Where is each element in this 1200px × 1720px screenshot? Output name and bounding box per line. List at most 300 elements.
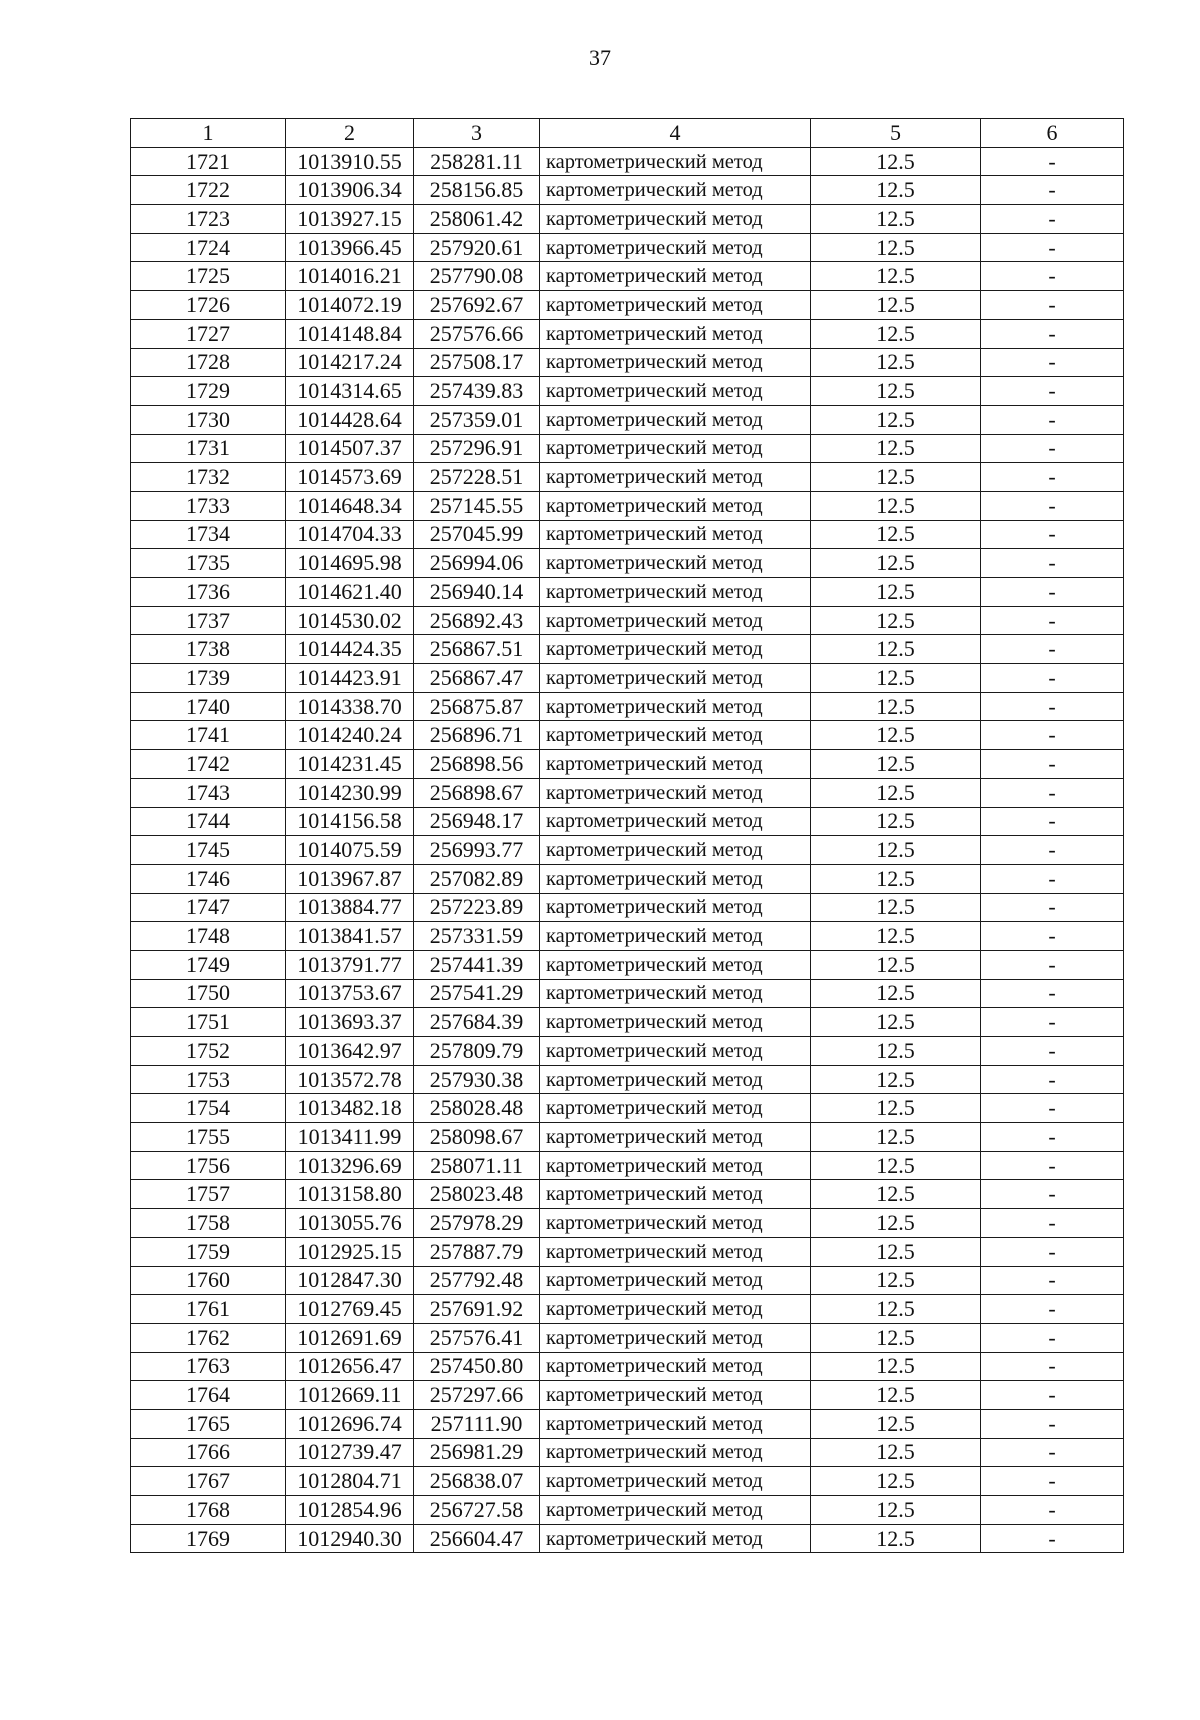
y-coordinate-cell: 256867.47 <box>414 664 540 693</box>
precision-cell: 12.5 <box>811 1467 981 1496</box>
note-cell: - <box>981 1467 1124 1496</box>
point-number-cell: 1742 <box>131 750 286 779</box>
column-header-1: 1 <box>131 119 286 148</box>
header-row <box>131 119 1124 148</box>
note-cell: - <box>981 434 1124 463</box>
x-coordinate-cell: 1014621.40 <box>286 578 414 607</box>
precision-cell: 12.5 <box>811 1352 981 1381</box>
method-cell: картометрический метод <box>540 1008 811 1037</box>
x-coordinate-cell: 1014156.58 <box>286 807 414 836</box>
point-number-cell: 1726 <box>131 291 286 320</box>
table-row <box>131 750 1124 779</box>
precision-cell: 12.5 <box>811 291 981 320</box>
point-number-cell: 1769 <box>131 1524 286 1553</box>
precision-cell: 12.5 <box>811 778 981 807</box>
note-cell: - <box>981 176 1124 205</box>
table-row <box>131 1381 1124 1410</box>
precision-cell: 12.5 <box>811 1094 981 1123</box>
point-number-cell: 1739 <box>131 664 286 693</box>
x-coordinate-cell: 1013966.45 <box>286 233 414 262</box>
y-coordinate-cell: 256898.67 <box>414 778 540 807</box>
page-number: 37 <box>589 45 611 70</box>
method-cell: картометрический метод <box>540 1065 811 1094</box>
precision-cell: 12.5 <box>811 377 981 406</box>
point-number-cell: 1751 <box>131 1008 286 1037</box>
y-coordinate-cell: 257359.01 <box>414 405 540 434</box>
point-number-cell: 1728 <box>131 348 286 377</box>
method-cell: картометрический метод <box>540 692 811 721</box>
x-coordinate-cell: 1013572.78 <box>286 1065 414 1094</box>
note-cell: - <box>981 807 1124 836</box>
table-row <box>131 1524 1124 1553</box>
note-cell: - <box>981 1151 1124 1180</box>
table-row <box>131 1467 1124 1496</box>
y-coordinate-cell: 257887.79 <box>414 1237 540 1266</box>
x-coordinate-cell: 1014217.24 <box>286 348 414 377</box>
note-cell: - <box>981 606 1124 635</box>
method-cell: картометрический метод <box>540 750 811 779</box>
method-cell: картометрический метод <box>540 1037 811 1066</box>
x-coordinate-cell: 1014423.91 <box>286 664 414 693</box>
x-coordinate-cell: 1012854.96 <box>286 1496 414 1525</box>
y-coordinate-cell: 258061.42 <box>414 205 540 234</box>
method-cell: картометрический метод <box>540 721 811 750</box>
note-cell: - <box>981 1409 1124 1438</box>
table-row <box>131 491 1124 520</box>
x-coordinate-cell: 1013927.15 <box>286 205 414 234</box>
method-cell: картометрический метод <box>540 463 811 492</box>
table-row <box>131 262 1124 291</box>
method-cell: картометрический метод <box>540 233 811 262</box>
table-row <box>131 319 1124 348</box>
point-number-cell: 1768 <box>131 1496 286 1525</box>
method-cell: картометрический метод <box>540 635 811 664</box>
x-coordinate-cell: 1014573.69 <box>286 463 414 492</box>
y-coordinate-cell: 257439.83 <box>414 377 540 406</box>
table-row <box>131 692 1124 721</box>
method-cell: картометрический метод <box>540 1209 811 1238</box>
precision-cell: 12.5 <box>811 721 981 750</box>
precision-cell: 12.5 <box>811 1008 981 1037</box>
table-row <box>131 291 1124 320</box>
y-coordinate-cell: 258028.48 <box>414 1094 540 1123</box>
point-number-cell: 1757 <box>131 1180 286 1209</box>
method-cell: картометрический метод <box>540 205 811 234</box>
note-cell: - <box>981 1295 1124 1324</box>
y-coordinate-cell: 257809.79 <box>414 1037 540 1066</box>
note-cell: - <box>981 520 1124 549</box>
y-coordinate-cell: 257790.08 <box>414 262 540 291</box>
method-cell: картометрический метод <box>540 1467 811 1496</box>
method-cell: картометрический метод <box>540 147 811 176</box>
method-cell: картометрический метод <box>540 836 811 865</box>
y-coordinate-cell: 257450.80 <box>414 1352 540 1381</box>
note-cell: - <box>981 291 1124 320</box>
note-cell: - <box>981 578 1124 607</box>
table-row <box>131 1323 1124 1352</box>
point-number-cell: 1736 <box>131 578 286 607</box>
method-cell: картометрический метод <box>540 807 811 836</box>
y-coordinate-cell: 257541.29 <box>414 979 540 1008</box>
precision-cell: 12.5 <box>811 1123 981 1152</box>
note-cell: - <box>981 1496 1124 1525</box>
point-number-cell: 1743 <box>131 778 286 807</box>
note-cell: - <box>981 1180 1124 1209</box>
method-cell: картометрический метод <box>540 348 811 377</box>
x-coordinate-cell: 1014072.19 <box>286 291 414 320</box>
precision-cell: 12.5 <box>811 205 981 234</box>
note-cell: - <box>981 1065 1124 1094</box>
table-row <box>131 1352 1124 1381</box>
note-cell: - <box>981 147 1124 176</box>
method-cell: картометрический метод <box>540 664 811 693</box>
point-number-cell: 1753 <box>131 1065 286 1094</box>
note-cell: - <box>981 463 1124 492</box>
method-cell: картометрический метод <box>540 1237 811 1266</box>
y-coordinate-cell: 257331.59 <box>414 922 540 951</box>
y-coordinate-cell: 257082.89 <box>414 864 540 893</box>
table-row <box>131 864 1124 893</box>
y-coordinate-cell: 257978.29 <box>414 1209 540 1238</box>
point-number-cell: 1730 <box>131 405 286 434</box>
y-coordinate-cell: 258071.11 <box>414 1151 540 1180</box>
x-coordinate-cell: 1013906.34 <box>286 176 414 205</box>
x-coordinate-cell: 1013884.77 <box>286 893 414 922</box>
note-cell: - <box>981 922 1124 951</box>
y-coordinate-cell: 257920.61 <box>414 233 540 262</box>
method-cell: картометрический метод <box>540 893 811 922</box>
y-coordinate-cell: 257045.99 <box>414 520 540 549</box>
x-coordinate-cell: 1013693.37 <box>286 1008 414 1037</box>
method-cell: картометрический метод <box>540 1323 811 1352</box>
point-number-cell: 1723 <box>131 205 286 234</box>
table-row <box>131 1180 1124 1209</box>
y-coordinate-cell: 256896.71 <box>414 721 540 750</box>
note-cell: - <box>981 750 1124 779</box>
note-cell: - <box>981 405 1124 434</box>
x-coordinate-cell: 1013158.80 <box>286 1180 414 1209</box>
method-cell: картометрический метод <box>540 1295 811 1324</box>
point-number-cell: 1762 <box>131 1323 286 1352</box>
precision-cell: 12.5 <box>811 893 981 922</box>
y-coordinate-cell: 256948.17 <box>414 807 540 836</box>
note-cell: - <box>981 721 1124 750</box>
x-coordinate-cell: 1014648.34 <box>286 491 414 520</box>
precision-cell: 12.5 <box>811 836 981 865</box>
precision-cell: 12.5 <box>811 750 981 779</box>
note-cell: - <box>981 1352 1124 1381</box>
y-coordinate-cell: 257111.90 <box>414 1409 540 1438</box>
y-coordinate-cell: 256993.77 <box>414 836 540 865</box>
table-row <box>131 606 1124 635</box>
precision-cell: 12.5 <box>811 262 981 291</box>
x-coordinate-cell: 1014314.65 <box>286 377 414 406</box>
point-number-cell: 1766 <box>131 1438 286 1467</box>
point-number-cell: 1725 <box>131 262 286 291</box>
note-cell: - <box>981 348 1124 377</box>
note-cell: - <box>981 1037 1124 1066</box>
note-cell: - <box>981 1266 1124 1295</box>
point-number-cell: 1747 <box>131 893 286 922</box>
point-number-cell: 1746 <box>131 864 286 893</box>
point-number-cell: 1760 <box>131 1266 286 1295</box>
table-row <box>131 348 1124 377</box>
note-cell: - <box>981 664 1124 693</box>
point-number-cell: 1752 <box>131 1037 286 1066</box>
table-row <box>131 1123 1124 1152</box>
method-cell: картометрический метод <box>540 434 811 463</box>
y-coordinate-cell: 257684.39 <box>414 1008 540 1037</box>
precision-cell: 12.5 <box>811 864 981 893</box>
x-coordinate-cell: 1012847.30 <box>286 1266 414 1295</box>
method-cell: картометрический метод <box>540 606 811 635</box>
point-number-cell: 1727 <box>131 319 286 348</box>
x-coordinate-cell: 1014231.45 <box>286 750 414 779</box>
table-row <box>131 1094 1124 1123</box>
point-number-cell: 1765 <box>131 1409 286 1438</box>
x-coordinate-cell: 1014424.35 <box>286 635 414 664</box>
precision-cell: 12.5 <box>811 319 981 348</box>
note-cell: - <box>981 778 1124 807</box>
precision-cell: 12.5 <box>811 1237 981 1266</box>
x-coordinate-cell: 1012804.71 <box>286 1467 414 1496</box>
method-cell: картометрический метод <box>540 1094 811 1123</box>
y-coordinate-cell: 257692.67 <box>414 291 540 320</box>
x-coordinate-cell: 1013967.87 <box>286 864 414 893</box>
table-row <box>131 1438 1124 1467</box>
x-coordinate-cell: 1013296.69 <box>286 1151 414 1180</box>
table-row <box>131 1266 1124 1295</box>
x-coordinate-cell: 1014230.99 <box>286 778 414 807</box>
note-cell: - <box>981 1209 1124 1238</box>
x-coordinate-cell: 1013482.18 <box>286 1094 414 1123</box>
table-header <box>131 119 1124 148</box>
x-coordinate-cell: 1012739.47 <box>286 1438 414 1467</box>
x-coordinate-cell: 1014695.98 <box>286 549 414 578</box>
table-row <box>131 893 1124 922</box>
precision-cell: 12.5 <box>811 549 981 578</box>
method-cell: картометрический метод <box>540 979 811 1008</box>
column-header-3: 3 <box>414 119 540 148</box>
precision-cell: 12.5 <box>811 348 981 377</box>
x-coordinate-cell: 1012940.30 <box>286 1524 414 1553</box>
note-cell: - <box>981 893 1124 922</box>
precision-cell: 12.5 <box>811 463 981 492</box>
y-coordinate-cell: 256898.56 <box>414 750 540 779</box>
precision-cell: 12.5 <box>811 1065 981 1094</box>
table-row <box>131 147 1124 176</box>
y-coordinate-cell: 257223.89 <box>414 893 540 922</box>
table-row <box>131 1037 1124 1066</box>
note-cell: - <box>981 1094 1124 1123</box>
method-cell: картометрический метод <box>540 319 811 348</box>
precision-cell: 12.5 <box>811 1209 981 1238</box>
point-number-cell: 1729 <box>131 377 286 406</box>
method-cell: картометрический метод <box>540 778 811 807</box>
method-cell: картометрический метод <box>540 549 811 578</box>
method-cell: картометрический метод <box>540 1438 811 1467</box>
x-coordinate-cell: 1012769.45 <box>286 1295 414 1324</box>
y-coordinate-cell: 257792.48 <box>414 1266 540 1295</box>
table-row <box>131 721 1124 750</box>
note-cell: - <box>981 1123 1124 1152</box>
y-coordinate-cell: 256867.51 <box>414 635 540 664</box>
point-number-cell: 1722 <box>131 176 286 205</box>
point-number-cell: 1759 <box>131 1237 286 1266</box>
y-coordinate-cell: 257576.41 <box>414 1323 540 1352</box>
table-row <box>131 778 1124 807</box>
precision-cell: 12.5 <box>811 147 981 176</box>
method-cell: картометрический метод <box>540 950 811 979</box>
table-row <box>131 520 1124 549</box>
method-cell: картометрический метод <box>540 1123 811 1152</box>
point-number-cell: 1731 <box>131 434 286 463</box>
table-row <box>131 635 1124 664</box>
note-cell: - <box>981 1381 1124 1410</box>
method-cell: картометрический метод <box>540 1381 811 1410</box>
table-row <box>131 1209 1124 1238</box>
point-number-cell: 1734 <box>131 520 286 549</box>
x-coordinate-cell: 1014530.02 <box>286 606 414 635</box>
x-coordinate-cell: 1014338.70 <box>286 692 414 721</box>
y-coordinate-cell: 256892.43 <box>414 606 540 635</box>
precision-cell: 12.5 <box>811 950 981 979</box>
x-coordinate-cell: 1014507.37 <box>286 434 414 463</box>
point-number-cell: 1758 <box>131 1209 286 1238</box>
point-number-cell: 1733 <box>131 491 286 520</box>
column-header-2: 2 <box>286 119 414 148</box>
y-coordinate-cell: 257228.51 <box>414 463 540 492</box>
precision-cell: 12.5 <box>811 1438 981 1467</box>
point-number-cell: 1721 <box>131 147 286 176</box>
point-number-cell: 1735 <box>131 549 286 578</box>
x-coordinate-cell: 1012925.15 <box>286 1237 414 1266</box>
x-coordinate-cell: 1014075.59 <box>286 836 414 865</box>
x-coordinate-cell: 1013411.99 <box>286 1123 414 1152</box>
note-cell: - <box>981 1438 1124 1467</box>
note-cell: - <box>981 262 1124 291</box>
point-number-cell: 1741 <box>131 721 286 750</box>
table-row <box>131 1237 1124 1266</box>
column-header-4: 4 <box>540 119 811 148</box>
point-number-cell: 1738 <box>131 635 286 664</box>
precision-cell: 12.5 <box>811 578 981 607</box>
table-row <box>131 1496 1124 1525</box>
point-number-cell: 1732 <box>131 463 286 492</box>
table-row <box>131 1065 1124 1094</box>
point-number-cell: 1745 <box>131 836 286 865</box>
x-coordinate-cell: 1014016.21 <box>286 262 414 291</box>
point-number-cell: 1756 <box>131 1151 286 1180</box>
note-cell: - <box>981 377 1124 406</box>
method-cell: картометрический метод <box>540 491 811 520</box>
note-cell: - <box>981 1008 1124 1037</box>
method-cell: картометрический метод <box>540 1524 811 1553</box>
note-cell: - <box>981 491 1124 520</box>
precision-cell: 12.5 <box>811 635 981 664</box>
y-coordinate-cell: 257297.66 <box>414 1381 540 1410</box>
method-cell: картометрический метод <box>540 377 811 406</box>
precision-cell: 12.5 <box>811 1524 981 1553</box>
y-coordinate-cell: 256981.29 <box>414 1438 540 1467</box>
y-coordinate-cell: 258156.85 <box>414 176 540 205</box>
precision-cell: 12.5 <box>811 1409 981 1438</box>
x-coordinate-cell: 1012696.74 <box>286 1409 414 1438</box>
note-cell: - <box>981 1524 1124 1553</box>
method-cell: картометрический метод <box>540 578 811 607</box>
table-row <box>131 463 1124 492</box>
method-cell: картометрический метод <box>540 1151 811 1180</box>
note-cell: - <box>981 979 1124 1008</box>
note-cell: - <box>981 319 1124 348</box>
table-row <box>131 836 1124 865</box>
y-coordinate-cell: 257930.38 <box>414 1065 540 1094</box>
note-cell: - <box>981 692 1124 721</box>
method-cell: картометрический метод <box>540 864 811 893</box>
note-cell: - <box>981 1323 1124 1352</box>
y-coordinate-cell: 257691.92 <box>414 1295 540 1324</box>
x-coordinate-cell: 1013055.76 <box>286 1209 414 1238</box>
table-row <box>131 405 1124 434</box>
precision-cell: 12.5 <box>811 606 981 635</box>
table-row <box>131 664 1124 693</box>
precision-cell: 12.5 <box>811 1295 981 1324</box>
method-cell: картометрический метод <box>540 1409 811 1438</box>
point-number-cell: 1740 <box>131 692 286 721</box>
table-row <box>131 205 1124 234</box>
precision-cell: 12.5 <box>811 434 981 463</box>
point-number-cell: 1754 <box>131 1094 286 1123</box>
x-coordinate-cell: 1014428.64 <box>286 405 414 434</box>
x-coordinate-cell: 1014148.84 <box>286 319 414 348</box>
y-coordinate-cell: 257145.55 <box>414 491 540 520</box>
y-coordinate-cell: 257508.17 <box>414 348 540 377</box>
precision-cell: 12.5 <box>811 1496 981 1525</box>
precision-cell: 12.5 <box>811 664 981 693</box>
method-cell: картометрический метод <box>540 1180 811 1209</box>
precision-cell: 12.5 <box>811 922 981 951</box>
x-coordinate-cell: 1012669.11 <box>286 1381 414 1410</box>
x-coordinate-cell: 1013841.57 <box>286 922 414 951</box>
point-number-cell: 1748 <box>131 922 286 951</box>
note-cell: - <box>981 635 1124 664</box>
precision-cell: 12.5 <box>811 491 981 520</box>
method-cell: картометрический метод <box>540 405 811 434</box>
precision-cell: 12.5 <box>811 233 981 262</box>
table-row <box>131 549 1124 578</box>
method-cell: картометрический метод <box>540 1496 811 1525</box>
point-number-cell: 1755 <box>131 1123 286 1152</box>
precision-cell: 12.5 <box>811 692 981 721</box>
x-coordinate-cell: 1014240.24 <box>286 721 414 750</box>
table-row <box>131 377 1124 406</box>
table-row <box>131 922 1124 951</box>
point-number-cell: 1761 <box>131 1295 286 1324</box>
precision-cell: 12.5 <box>811 1180 981 1209</box>
note-cell: - <box>981 836 1124 865</box>
y-coordinate-cell: 256940.14 <box>414 578 540 607</box>
note-cell: - <box>981 549 1124 578</box>
y-coordinate-cell: 258023.48 <box>414 1180 540 1209</box>
table-row <box>131 807 1124 836</box>
table-row <box>131 176 1124 205</box>
x-coordinate-cell: 1013910.55 <box>286 147 414 176</box>
note-cell: - <box>981 205 1124 234</box>
x-coordinate-cell: 1013791.77 <box>286 950 414 979</box>
table-row <box>131 434 1124 463</box>
method-cell: картометрический метод <box>540 520 811 549</box>
table-row <box>131 950 1124 979</box>
